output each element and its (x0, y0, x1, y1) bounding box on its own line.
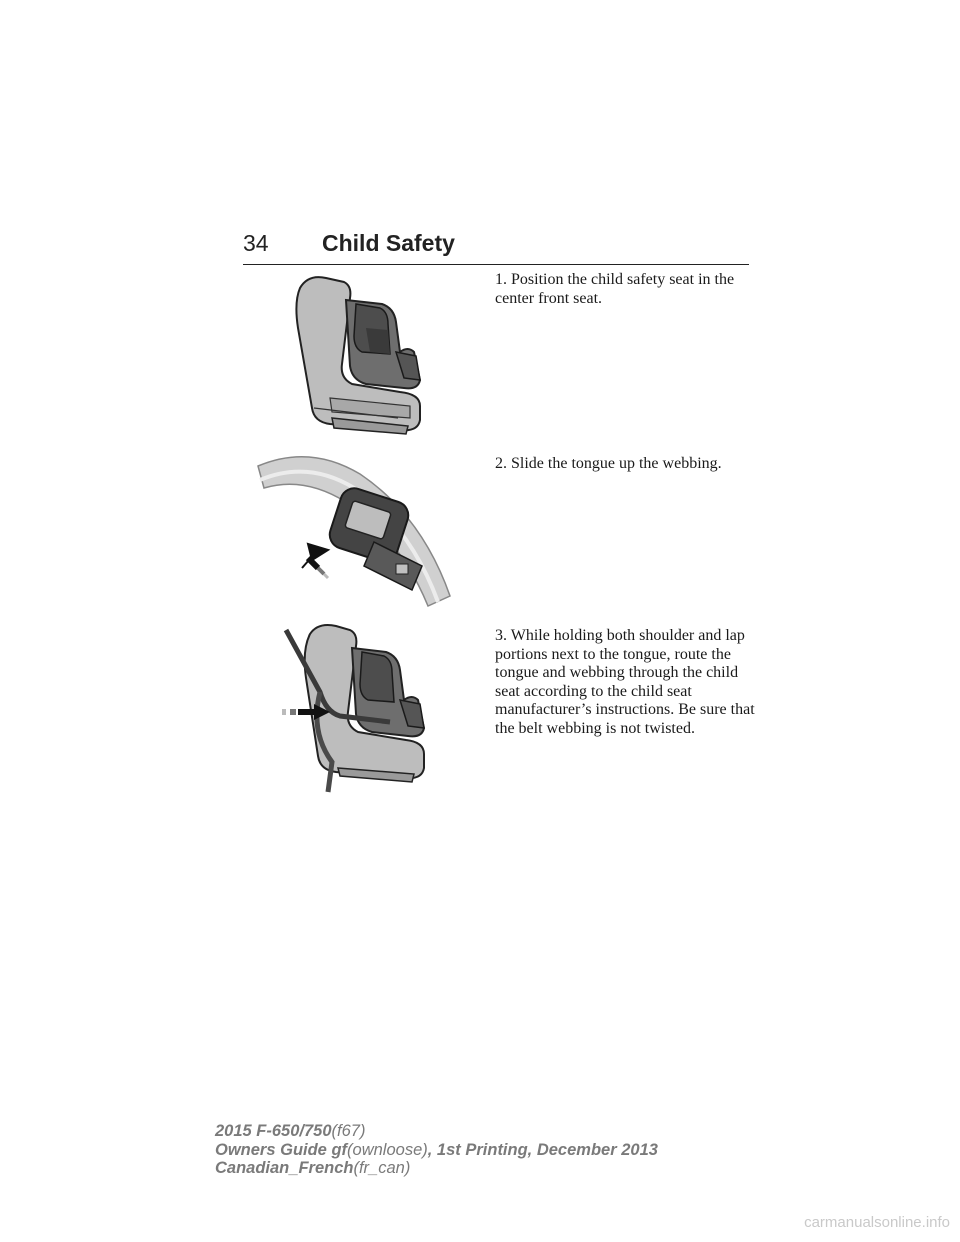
footer-guide-code: (ownloose) (347, 1140, 428, 1159)
footer-language: Canadian_French (215, 1159, 354, 1177)
footer-guide: Owners Guide gf (215, 1140, 348, 1159)
step-3-text: 3. While holding both shoulder and lap portions next to the tongue, route the tongue and webbing through the child seat according to the child seat manufacturer’s instructions. Be sure that the belt webbing is not twisted. (495, 627, 755, 737)
belt-routing-illustration (280, 622, 440, 794)
step-1-text: 1. Position the child safety seat in the center front seat. (495, 271, 735, 307)
footer-model: 2015 F-650/750 (215, 1122, 332, 1140)
page-number: 34 (243, 230, 269, 256)
page-header (243, 228, 749, 265)
section-title: Child Safety (322, 230, 455, 256)
footer-line-1 (215, 1122, 658, 1141)
belt-tongue-illustration (250, 446, 460, 608)
footer-printing: , 1st Printing, December 2013 (427, 1140, 658, 1159)
print-footer (215, 1122, 658, 1178)
watermark: carmanualsonline.info (804, 1214, 950, 1231)
footer-model-code: (f67) (331, 1122, 366, 1140)
footer-language-code: (fr_can) (353, 1159, 411, 1177)
footer-line-3 (215, 1159, 658, 1178)
step-2-text: 2. Slide the tongue up the webbing. (495, 455, 722, 472)
child-seat-illustration (270, 268, 450, 438)
footer-line-2 (215, 1141, 658, 1160)
